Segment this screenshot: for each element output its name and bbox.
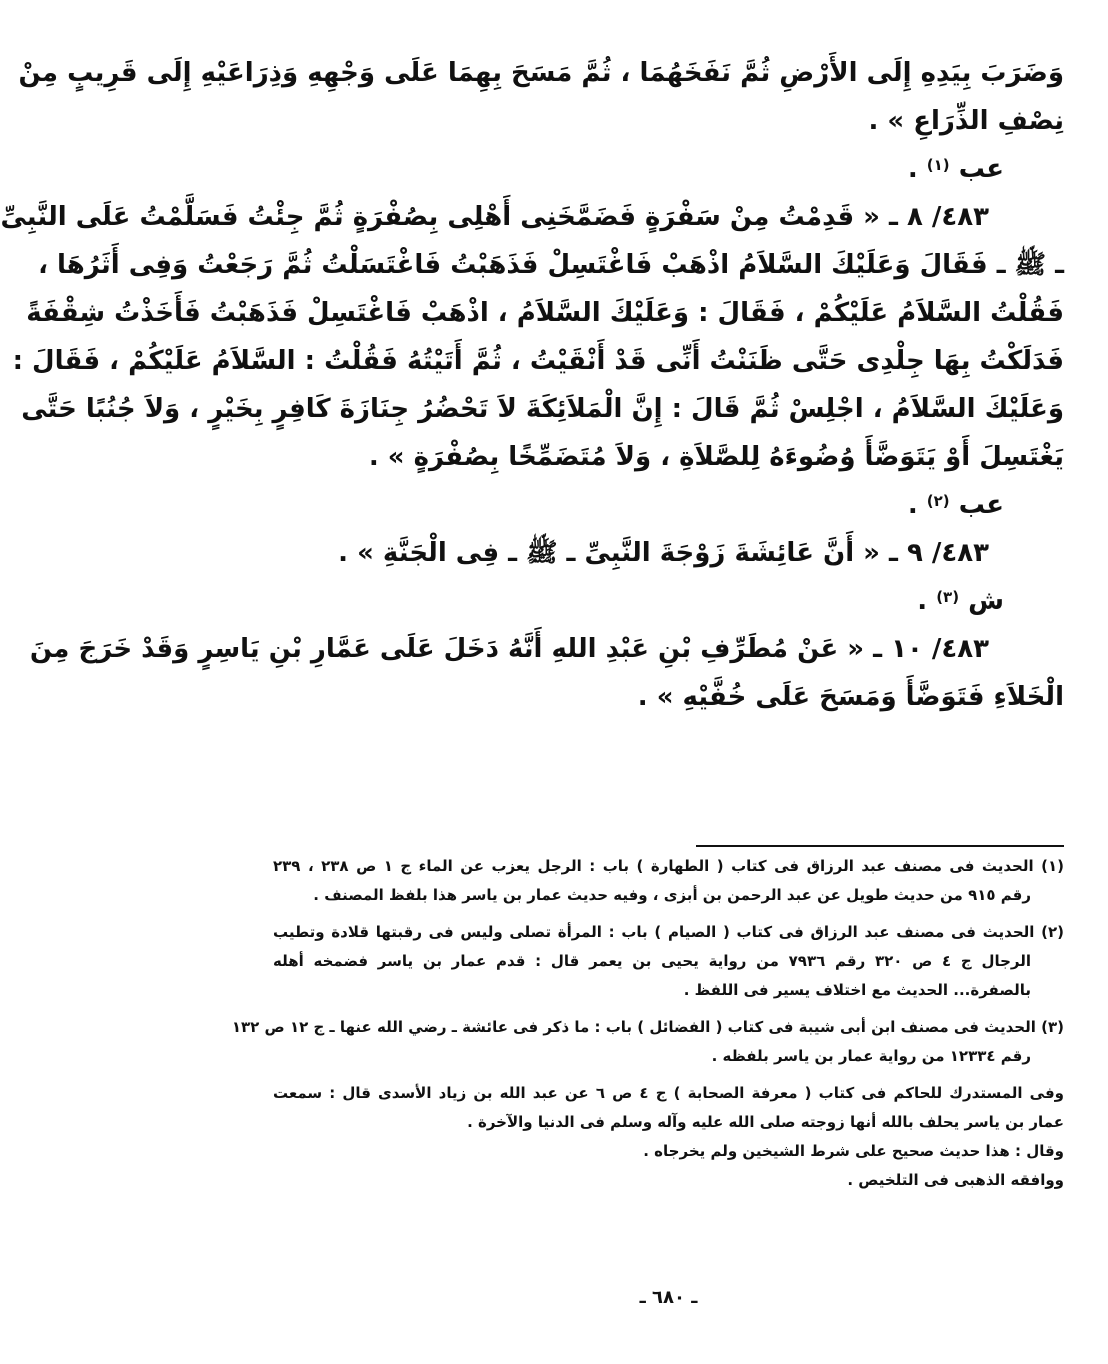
hadith-text-line: الْخَلاَءِ فَتَوَضَّأَ وَمَسَحَ عَلَى خُفَّيْهِ » . [637, 682, 1064, 712]
hadith-text-line: فَقُلْتُ السَّلاَمُ عَلَيْكُمْ ، فَقَالَ : وَعَلَيْكَ السَّلاَمُ ، اذْهَبْ فَاغْتَسِلْ فَذَهَبْتُ فَأَخَذْتُ شِقْفَةً [26, 298, 1064, 328]
source-end: . [917, 586, 937, 616]
hadith-text-line: فَدَلَكْتُ بِهَا جِلْدِى حَتَّى ظَنَنْتُ أَنِّى قَدْ أَنْقَيْتُ ، ثُمَّ أَتَيْتُهُ فَقُلْتُ : السَّلاَمُ عَلَيْكُمْ ، فَقَالَ : [12, 346, 1064, 376]
source-code: ش [959, 586, 1004, 616]
footnote-line: ووافقه الذهبى فى التلخيص . [847, 1171, 1064, 1189]
hadith-source [273, 586, 1064, 634]
source-end: . [907, 490, 927, 520]
footnote-line: عمار بن ياسر يحلف بالله أنها زوجته صلى الله عليه وآله وسلم فى الدنيا والآخرة . [467, 1113, 1064, 1131]
hadith-source [273, 154, 1064, 202]
footnote-line: وقال : هذا حديث صحيح على شرط الشيخين ولم يخرجاه . [643, 1142, 1064, 1160]
footnote-line: بالصفرة... الحديث مع اختلاف يسير فى اللفظ . [683, 981, 1031, 999]
footnote-line: الرجال ج ٤ ص ٣٢٠ رقم ٧٩٣٦ من رواية يحيى بن يعمر قال : قدم عمار بن ياسر فضمخه أهله [273, 952, 1032, 970]
hadith-text-line: ٤٨٣/ ١٠ ـ « عَنْ مُطَرِّفِ بْنِ عَبْدِ اللهِ أَنَّهُ دَخَلَ عَلَى عَمَّارِ بْنِ يَاسِرٍ وَقَدْ خَرَجَ مِنَ [29, 634, 989, 664]
footnote-reference: (١) [926, 156, 950, 174]
source-end: . [907, 154, 927, 184]
page-number: ـ ٦٨٠ ـ [639, 1287, 698, 1308]
hadith-text-line: ـ ﷺ ـ فَقَالَ وَعَلَيْكَ السَّلاَمُ اذْهَبْ فَاغْتَسِلْ فَذَهَبْتُ فَاغْتَسَلْتُ ثُمَّ رَجَعْتُ وَفِى أَثَرُهَا ، [38, 250, 1064, 280]
hadith-text-line: ٤٨٣/ ٩ ـ « أَنَّ عَائِشَةَ زَوْجَةَ النَّبِىِّ ـ ﷺ ـ فِى الْجَنَّةِ » . [338, 538, 989, 568]
main-text [0, 58, 1064, 730]
hadith-text-line: يَغْتَسِلَ أَوْ يَتَوَضَّأَ وُضُوءَهُ لِلصَّلاَةِ ، وَلاَ مُتَضَمِّخًا بِصُفْرَةٍ » . [368, 442, 1064, 472]
footnote-line: رقم ٩١٥ من حديث طويل عن عبد الرحمن بن أبزى ، وفيه حديث عمار بن ياسر هذا بلفظ المصنف . [313, 886, 1031, 904]
footnote-reference: (٣) [936, 588, 960, 606]
footnote-line: رقم ١٢٣٣٤ من رواية عمار بن ياسر بلفظه . [711, 1047, 1031, 1065]
footnote-line: (٣) الحديث فى مصنف ابن أبى شيبة فى كتاب ( الفضائل ) باب : ما ذكر فى عائشة ـ رضي الله عنها ـ ج ١٢ ص ١٣٢ [231, 1018, 1064, 1036]
footnote-reference: (٢) [926, 492, 950, 510]
hadith-text-line: ٤٨٣/ ٨ ـ « قَدِمْتُ مِنْ سَفْرَةٍ فَضَمَّخَنِى أَهْلِى بِصُفْرَةٍ ثُمَّ جِئْتُ فَسَلَّمْتُ عَلَى النَّبِىِّ [0, 202, 989, 232]
footnotes [231, 852, 1064, 1195]
hadith-text-line: وَعَلَيْكَ السَّلاَمُ ، اجْلِسْ ثُمَّ قَالَ : إِنَّ الْمَلاَئِكَةَ لاَ تَحْضُرُ جِنَازَةَ كَافِرٍ بِخَيْرٍ ، وَلاَ جُنُبًا حَتَّى [21, 394, 1064, 424]
footnote-line: (١) الحديث فى مصنف عبد الرزاق فى كتاب ( الطهارة ) باب : الرجل يعزب عن الماء ج ١ ص ٢٣٨ ، ٢٣٩ [273, 857, 1064, 875]
source-code: عب [949, 154, 1004, 184]
footnote-line: وفى المستدرك للحاكم فى كتاب ( معرفة الصحابة ) ج ٤ ص ٦ عن عبد الله بن زياد الأسدى قال : سمعت [273, 1084, 1064, 1102]
hadith-text-line: نِصْفِ الذِّرَاعِ » . [868, 106, 1064, 136]
footnote-divider [696, 845, 1064, 847]
hadith-text-line: وَضَرَبَ بِيَدِهِ إِلَى الأَرْضِ ثُمَّ نَفَخَهُمَا ، ثُمَّ مَسَحَ بِهِمَا عَلَى وَجْهِهِ وَذِرَاعَيْهِ إِلَى قَرِيبٍ مِنْ [18, 58, 1064, 88]
footnote-line: (٢) الحديث فى مصنف عبد الرزاق فى كتاب ( الصيام ) باب : المرأة تصلى وليس فى رقبتها قلادة وتطيب [273, 923, 1064, 941]
source-code: عب [949, 490, 1004, 520]
hadith-source [273, 490, 1064, 538]
